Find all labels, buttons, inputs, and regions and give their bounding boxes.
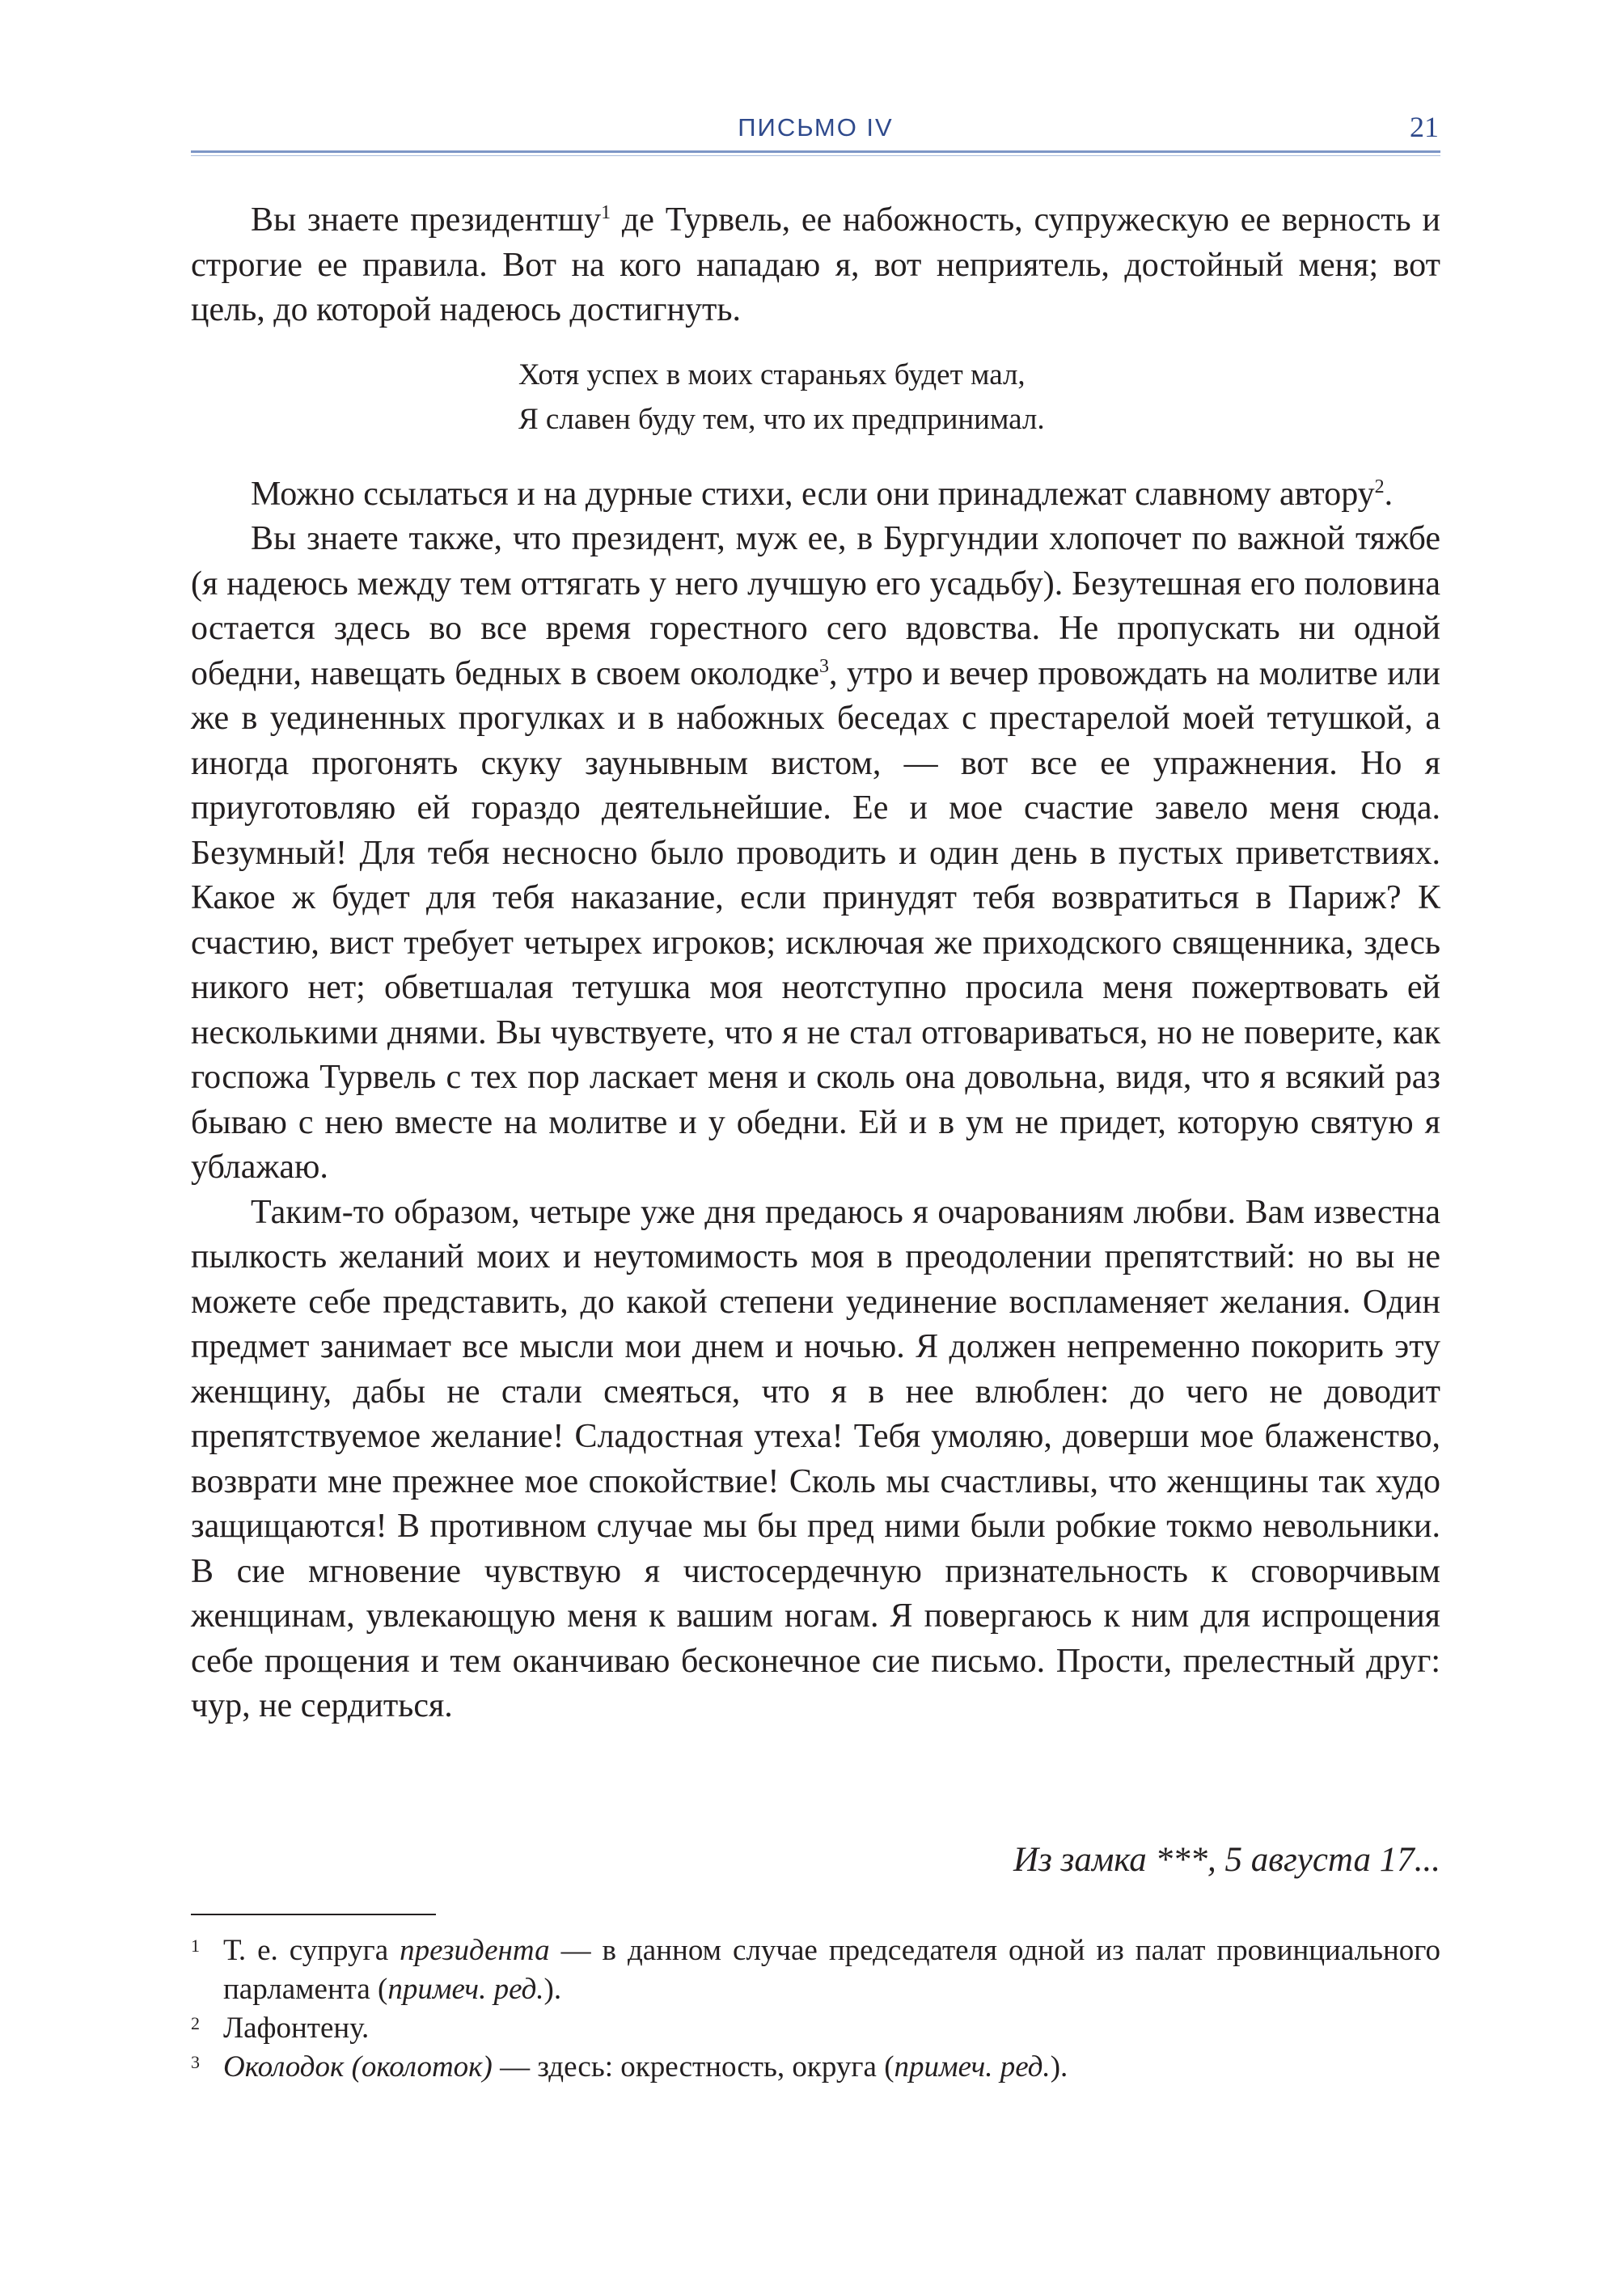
footnote-separator — [191, 1914, 436, 1915]
running-head — [191, 113, 1440, 149]
footnote-number: 2 — [191, 2013, 200, 2033]
verse-line-1: Хотя успех в моих стараньях будет мал, — [518, 357, 1026, 391]
paragraph-2: Можно ссылаться и на дурные стихи, если они принадлежат славному автору$^2$. — [251, 475, 1394, 513]
footnote-ref-1[interactable]: 1 — [601, 202, 611, 223]
paragraph-3: Вы знаете также, что президент, муж ее, в Бургундии хлопочет по важной тяжбе (я надеюсь между тем оттягать у него лучшую его усадьбу). Безутешная его половина остается здесь во все время горестного сего вдовства. Не пропускать ни одной обедни, навещать бедных в своем околодке$^3$, утро и вечер провождать на молитве или же в уединенных прогулках и в набожных беседах с престарелой моей тетушкой, а иногда прогонять скуку заунывным вистом, — вот все ее упражнения. Но я приуготовляю ей гораздо деятельнейшие. Ее и мое счастие завело меня сюда. Безумный! Для тебя несносно было проводить и один день в пустых приветствиях. Какое ж будет для тебя наказание, если принудят тебя возвратиться в Париж? К счастию, вист требует четырех игроков; исключая же приходского священника, здесь никого нет; обветшалая тетушка моя неотступно просила меня пожертвовать ей несколькими днями. Вы чувствуете, что я не стал отговариваться, но не поверите, как госпожа Турвель с тех пор ласкает меня и сколь она довольна, видя, что я всякий раз бываю с нею вместе на молитве и у обедни. Ей и в ум не придет, которую святую я ублажаю. — [191, 520, 1440, 1186]
header-rule — [191, 150, 1440, 153]
paragraph-1: Вы знаете президентшу$^1$ де Турвель, ее набожность, супружескую ее верность и строгие ее правила. Вот на кого нападаю я, вот неприятель, достойный меня; вот цель, до которой надеюсь достигнуть. — [191, 201, 1440, 328]
paragraph-4: Таким-то образом, четыре уже дня предаюсь я очарованиям любви. Вам известна пылкость желаний моих и неутомимость моя в преодолении препятствий: но вы не можете себе представить, до какой степени уединение воспламеняет желания. Один предмет занимает все мысли мои днем и ночью. Я должен непременно покорить эту женщину, дабы не стали смеяться, что я в нее влюблен: до чего не доводит препятствуемое желание! Сладостная утеха! Тебя умоляю, доверши мое блаженство, возврати мне прежнее мое спокойствие! Сколь мы счастливы, что женщины так худо защищаются! В противном случае мы бы пред ними были робкие токмо невольники. В сие мгновение чувствую я чистосердечную признательность к сговорчивым женщинам, увлекающую меня к вашим ногам. Я повергаюсь к ним для испрощения себе прощения и тем оканчиваю бесконечное сие письмо. Прости, прелестный друг: чур, не сердиться. — [191, 1193, 1440, 1724]
footnotes — [191, 1931, 1440, 2087]
page-number: 21 — [1410, 111, 1439, 143]
footnote-number: 1 — [191, 1936, 200, 1956]
header-rule-thin — [191, 155, 1440, 156]
chapter-title: ПИСЬМО IV — [738, 113, 894, 142]
letter-body — [191, 198, 1440, 1729]
letter-signature: Из замка ***, 5 августа 17... — [1013, 1841, 1440, 1879]
footnote-ref-3[interactable]: 3 — [818, 655, 829, 677]
footnote-2: 2 Лафонтену. — [191, 2009, 1440, 2048]
footnote-number: 3 — [191, 2052, 200, 2072]
footnote-1: 1 Т. е. супруга президента — в данном случае председателя одной из палат провинциального парламента (примеч. ред.). — [191, 1931, 1440, 2009]
verse-quote — [191, 353, 1440, 442]
footnote-ref-2[interactable]: 2 — [1374, 476, 1385, 497]
verse-line-2: Я славен буду тем, что их предпринимал. — [518, 402, 1045, 436]
footnote-3: 3 Околодок (околоток) — здесь: окрестность, округа (примеч. ред.). — [191, 2048, 1440, 2087]
